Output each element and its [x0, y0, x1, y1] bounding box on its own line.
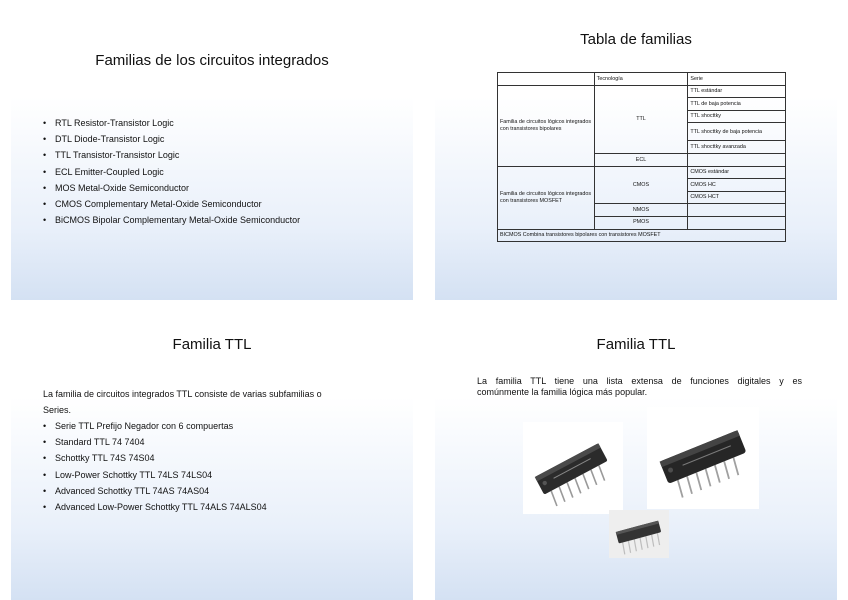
bicmos-cell: BICMOS Combina transistores bipolares con transistores MOSFET: [498, 229, 786, 242]
series-cell: CMOS estándar: [688, 166, 786, 179]
table-row: [498, 73, 786, 86]
series-cell: CMOS HCT: [688, 191, 786, 204]
list-item: • CMOS Complementary Metal-Oxide Semiconductor: [43, 199, 262, 210]
list-item: • Standard TTL 74 7404: [43, 437, 145, 448]
list-item: • BiCMOS Bipolar Complementary Metal-Oxide Semiconductor: [43, 215, 301, 226]
list-item: • TTL Transistor-Transistor Logic: [43, 150, 180, 161]
list-item: • MOS Metal-Oxide Semiconductor: [43, 182, 190, 193]
intro-paragraph: La familia de circuitos integrados TTL consiste de varias subfamilias o Series.: [43, 389, 322, 415]
ttl-cell: TTL: [594, 85, 688, 153]
pmos-cell: PMOS: [594, 216, 688, 229]
list-item: • Advanced Schottky TTL 74AS 74AS04: [43, 485, 210, 496]
nmos-cell: NMOS: [594, 204, 688, 217]
header-technology: Tecnología: [594, 73, 688, 86]
slide-title: Familia TTL: [172, 336, 252, 353]
slide-family-table: [435, 10, 837, 300]
slide-title: Tabla de familias: [580, 31, 692, 48]
ic-chip-photo: [523, 422, 623, 514]
list-item: • Schottky TTL 74S 74S04: [43, 453, 155, 464]
table-row: [498, 166, 786, 179]
ic-chip-photo: [647, 407, 759, 509]
slide-ttl-series: [11, 310, 413, 600]
cmos-cell: CMOS: [594, 166, 688, 204]
series-cell: TTL de baja potencia: [688, 98, 786, 111]
slide-ttl-chips: [435, 310, 837, 600]
ttl-series-list: [43, 418, 267, 515]
slide-title: Familia TTL: [596, 336, 676, 353]
ic-chip-photo: [609, 510, 669, 558]
series-cell: TTL shocttky: [688, 110, 786, 123]
bipolar-family-cell: Familia de circuitos lógicos integrados con transistores bipolares: [498, 85, 595, 166]
series-cell: CMOS HC: [688, 179, 786, 192]
list-item: • RTL Resistor-Transistor Logic: [43, 118, 174, 128]
slide-families: [11, 10, 413, 300]
ic-chip-image: [647, 407, 759, 509]
ttl-paragraph: La familia TTL tiene una lista extensa de funciones digitales y es comúnmente la familia lógica más popular.: [477, 376, 802, 397]
slide-title: Familias de los circuitos integrados: [95, 52, 329, 69]
ic-chip-image: [609, 510, 669, 558]
series-cell: TTL shocttky avanzada: [688, 141, 786, 154]
table-row: [498, 85, 786, 98]
ecl-cell: ECL: [594, 153, 688, 166]
list-item: • ECL Emitter-Coupled Logic: [43, 166, 164, 177]
series-cell: TTL shocttky de baja potencia: [688, 123, 786, 141]
table-row: [498, 229, 786, 242]
mosfet-family-cell: Familia de circuitos lógicos integrados con transistores MOSFET: [498, 166, 595, 229]
families-table: [497, 72, 786, 242]
list-item: • Low-Power Schottky TTL 74LS 74LS04: [43, 469, 213, 480]
series-cell: TTL estándar: [688, 85, 786, 98]
header-series: Serie: [688, 73, 786, 86]
ic-chip-image: [523, 422, 623, 514]
list-item: • Serie TTL Prefijo Negador con 6 compuertas: [43, 421, 234, 431]
families-list: [43, 115, 300, 228]
list-item: • DTL Diode-Transistor Logic: [43, 134, 165, 145]
list-item: • Advanced Low-Power Schottky TTL 74ALS 74ALS04: [43, 502, 267, 513]
